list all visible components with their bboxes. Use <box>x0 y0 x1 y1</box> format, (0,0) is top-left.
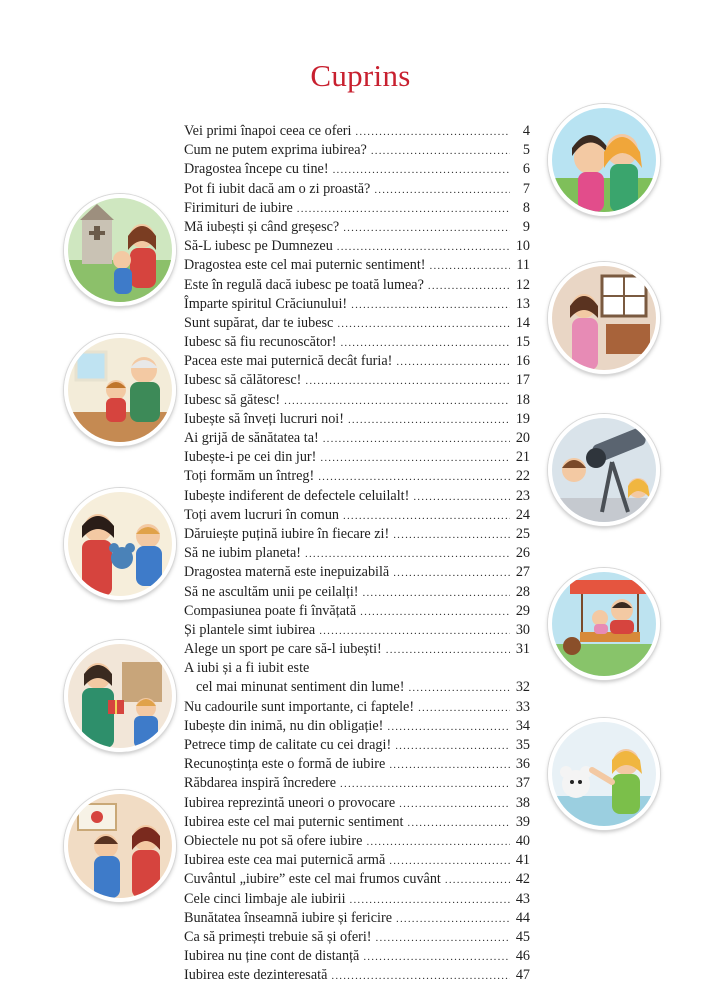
toc-entry-page: 16 <box>515 353 530 370</box>
toc-entry-page: 31 <box>515 641 530 658</box>
toc-entry-title: Dragostea începe cu tine! <box>184 161 329 178</box>
christmas-card-illustration-icon <box>64 790 176 902</box>
toc-entry-title: Petrece timp de calitate cu cei dragi! <box>184 737 392 753</box>
toc-leader-dots <box>348 411 510 430</box>
toc-entry <box>184 237 530 256</box>
toc-entry-page: 9 <box>522 218 530 235</box>
toc-leader-dots <box>387 718 510 737</box>
grandparent-children-illustration-icon <box>64 334 176 446</box>
toc-entry <box>184 371 530 390</box>
toc-leader-dots <box>395 737 510 756</box>
toc-entry <box>184 851 530 870</box>
toc-leader-dots <box>407 814 510 833</box>
toc-entry <box>184 774 530 793</box>
toc-entry-page: 5 <box>522 142 530 159</box>
toc-entry <box>184 448 530 467</box>
toc-entry <box>184 755 530 774</box>
toc-entry-title: Mă iubești și când greșesc? <box>184 218 340 235</box>
toc-entry <box>184 391 530 410</box>
toc-leader-dots <box>350 891 510 910</box>
toc-entry-title: Cele cinci limbaje ale iubirii <box>184 890 346 907</box>
toc-entry-page: 35 <box>515 737 530 753</box>
toc-entry-page: 8 <box>522 199 530 216</box>
toc-entry <box>184 678 530 697</box>
toc-entry-page: 19 <box>515 410 530 427</box>
toc-entry <box>184 295 530 314</box>
toc-entry-page: 27 <box>515 564 530 581</box>
toc-entry-page: 18 <box>515 391 530 408</box>
toc-entry-page: 37 <box>515 775 530 792</box>
toc-leader-dots <box>408 679 510 698</box>
toc-entry-page: 30 <box>515 621 530 638</box>
toc-entry-title: Iubirea este cea mai puternică armă <box>184 852 386 869</box>
toc-entry-page: 43 <box>515 890 530 907</box>
toc-entry-title: Vei primi înapoi ceea ce oferi <box>184 123 352 139</box>
toc-leader-dots <box>297 200 510 219</box>
toc-entry <box>184 544 530 563</box>
toc-entry-page: 26 <box>515 545 530 562</box>
church-family-illustration-icon <box>64 194 176 306</box>
toc-entry <box>184 276 530 295</box>
toc-entry-page: 41 <box>515 852 530 869</box>
table-of-contents <box>184 122 530 985</box>
toc-entry-title: Iubesc să călătoresc! <box>184 372 302 389</box>
toc-entry-title: Iubesc să gătesc! <box>184 391 281 408</box>
toc-entry <box>184 736 530 755</box>
toc-entry-page: 47 <box>515 967 530 984</box>
toc-entry-page: 14 <box>515 314 530 331</box>
toc-leader-dots <box>320 449 510 468</box>
toc-entry <box>184 141 530 160</box>
toc-leader-dots <box>284 392 510 411</box>
toc-leader-dots <box>389 756 510 775</box>
toc-leader-dots <box>389 852 510 871</box>
toc-entry-title: Bunătatea înseamnă iubire și fericire <box>184 909 392 926</box>
toc-entry-title: Ai grijă de sănătatea ta! <box>184 430 319 446</box>
swing-family-illustration-icon <box>548 568 660 680</box>
toc-leader-dots <box>351 296 510 315</box>
toc-entry <box>184 890 530 909</box>
toc-entry-page: 22 <box>515 468 530 485</box>
toc-leader-dots <box>430 257 511 276</box>
toc-leader-dots <box>318 468 510 487</box>
toc-entry-title: Și plantele simt iubirea <box>184 621 316 638</box>
gift-illustration-icon <box>64 640 176 752</box>
toc-entry <box>184 256 530 275</box>
toc-leader-dots <box>396 353 510 372</box>
toc-leader-dots <box>363 948 510 967</box>
toc-entry-title: Să-L iubesc pe Dumnezeu <box>184 238 333 255</box>
toc-entry <box>184 870 530 889</box>
toc-entry <box>184 640 530 659</box>
toc-entry-title: Răbdarea inspiră încredere <box>184 775 337 792</box>
toc-leader-dots <box>323 430 510 449</box>
toc-entry-page: 15 <box>515 334 530 351</box>
toc-leader-dots <box>418 699 510 718</box>
toc-leader-dots <box>376 929 510 948</box>
toc-entry <box>184 717 530 736</box>
toc-entry-page: 32 <box>515 679 530 696</box>
toc-entry-title: Ca să primești trebuie să și oferi! <box>184 928 372 945</box>
toc-entry-title: Cum ne putem exprima iubirea? <box>184 142 367 159</box>
toc-entry-page: 44 <box>515 909 530 926</box>
toc-entry-page: 29 <box>515 602 530 619</box>
toc-entry <box>184 966 530 985</box>
toc-entry <box>184 429 530 448</box>
toc-entry-title: A iubi și a fi iubit este <box>184 660 310 677</box>
toc-entry-title: Sunt supărat, dar te iubesc <box>184 314 334 331</box>
toc-leader-dots <box>374 181 510 200</box>
toc-entry <box>184 199 530 218</box>
toc-entry-title: Să ne iubim planeta! <box>184 545 302 562</box>
toc-entry-page: 6 <box>522 161 530 178</box>
toc-entry-title: Să ne ascultăm unii pe ceilalți! <box>184 583 359 600</box>
toc-entry-page: 11 <box>516 257 530 274</box>
toc-entry-page: 28 <box>515 583 530 600</box>
toc-entry-page: 42 <box>515 871 530 888</box>
toc-entry-title: Pot fi iubit dacă am o zi proastă? <box>184 180 371 197</box>
telescope-illustration-icon <box>548 414 660 526</box>
toc-leader-dots <box>340 334 510 353</box>
toc-entry-title: Iubirea reprezintă uneori o provocare <box>184 794 396 811</box>
toc-entry-title: Dragostea este cel mai puternic sentiment! <box>184 257 426 274</box>
toc-entry-title: Compasiunea poate fi învățată <box>184 602 357 619</box>
toc-entry <box>184 832 530 851</box>
toc-entry <box>184 928 530 947</box>
toc-entry-page: 25 <box>515 525 530 542</box>
toc-entry-title: Dăruiește puțină iubire în fiecare zi! <box>184 525 390 542</box>
toc-entry <box>184 314 530 333</box>
toc-entry-page: 33 <box>515 698 530 715</box>
toc-entry-title: Alege un sport pe care să-l iubești! <box>184 641 382 658</box>
toc-entry-title: Obiectele nu pot să ofere iubire <box>184 832 363 849</box>
toc-entry-page: 7 <box>522 180 530 197</box>
toc-entry-title: Toți avem lucruri în comun <box>184 506 340 523</box>
window-girl-illustration-icon <box>548 262 660 374</box>
toc-entry-page: 34 <box>515 717 530 734</box>
toc-entry <box>184 621 530 640</box>
toc-leader-dots <box>343 219 510 238</box>
toc-leader-dots <box>371 142 510 161</box>
toc-entry-title: Iubirea nu ține cont de distanță <box>184 948 360 965</box>
toc-entry <box>184 563 530 582</box>
toc-leader-dots <box>343 507 510 526</box>
toc-entry-title: Dragostea maternă este inepuizabilă <box>184 564 390 581</box>
toc-leader-dots <box>399 795 510 814</box>
toc-leader-dots <box>428 277 510 296</box>
toc-entry <box>184 410 530 429</box>
toc-entry-title: Iubește indiferent de defectele celuilalt! <box>184 487 410 504</box>
toc-entry-title: Iubește să înveți lucruri noi! <box>184 410 344 427</box>
toc-entry <box>184 698 530 717</box>
toc-entry-title: Firimituri de iubire <box>184 199 293 216</box>
toc-entry-title: Nu cadourile sunt importante, ci faptele! <box>184 698 415 715</box>
toc-entry-title: Iubirea este dezinteresată <box>184 967 328 984</box>
toc-entry-title: Iubește din inimă, nu din obligație! <box>184 717 384 734</box>
toc-entry-title: Este în regulă dacă iubesc pe toată lumea? <box>184 276 424 293</box>
toc-entry <box>184 909 530 928</box>
toc-leader-dots <box>333 161 510 180</box>
toc-entry <box>184 794 530 813</box>
toc-entry-title: Pacea este mai puternică decât furia! <box>184 353 393 370</box>
toc-leader-dots <box>331 967 510 986</box>
toc-leader-dots <box>305 372 510 391</box>
toc-entry-page: 36 <box>515 756 530 773</box>
toc-entry <box>184 180 530 199</box>
toc-entry-page: 4 <box>522 123 530 139</box>
toc-entry <box>184 525 530 544</box>
toc-entry <box>184 333 530 352</box>
toc-leader-dots <box>366 833 510 852</box>
toc-entry-title: Împarte spiritul Crăciunului! <box>184 295 348 312</box>
toc-entry-title: Iubirea este cel mai puternic sentiment <box>184 813 404 830</box>
toc-entry <box>184 467 530 486</box>
toc-entry <box>184 947 530 966</box>
page-title: Cuprins <box>310 58 411 93</box>
toc-entry-title: Toți formăm un întreg! <box>184 468 315 485</box>
toc-entry-title: cel mai minunat sentiment din lume! <box>196 679 405 696</box>
mother-daughter-illustration-icon <box>548 104 660 216</box>
toc-entry-page: 10 <box>515 238 530 255</box>
toc-entry-title: Iubesc să fiu recunoscător! <box>184 334 337 351</box>
toc-entry-title: Cuvântul „iubire” este cel mai frumos cuvânt <box>184 871 441 888</box>
toc-entry-page: 45 <box>515 928 530 945</box>
toc-leader-dots <box>393 526 510 545</box>
toc-entry <box>184 813 530 832</box>
toc-leader-dots <box>393 564 510 583</box>
toc-leader-dots <box>445 871 510 890</box>
toc-entry <box>184 659 530 678</box>
toc-entry-page: 40 <box>515 832 530 849</box>
toc-entry <box>184 122 530 141</box>
toc-leader-dots <box>386 641 510 660</box>
toc-entry-page: 24 <box>515 506 530 523</box>
toc-entry-page: 23 <box>515 487 530 504</box>
toc-entry-page: 21 <box>515 449 530 466</box>
toc-leader-dots <box>363 584 510 603</box>
teddy-toy-illustration-icon <box>548 718 660 830</box>
toc-entry-page: 20 <box>515 430 530 446</box>
teddy-bear-illustration-icon <box>64 488 176 600</box>
toc-leader-dots <box>340 775 510 794</box>
toc-entry <box>184 160 530 179</box>
toc-entry-page: 13 <box>515 295 530 312</box>
toc-entry <box>184 218 530 237</box>
toc-entry <box>184 602 530 621</box>
toc-entry-page: 46 <box>515 948 530 965</box>
toc-entry <box>184 583 530 602</box>
toc-entry-title: Recunoștința este o formă de iubire <box>184 756 386 773</box>
toc-leader-dots <box>319 622 510 641</box>
toc-leader-dots <box>413 488 510 507</box>
toc-entry-page: 39 <box>515 813 530 830</box>
toc-leader-dots <box>305 545 510 564</box>
toc-entry-page: 12 <box>515 276 530 293</box>
toc-entry-page: 38 <box>515 794 530 811</box>
toc-leader-dots <box>355 123 510 142</box>
toc-entry <box>184 487 530 506</box>
toc-entry-page: 17 <box>515 372 530 389</box>
toc-entry <box>184 506 530 525</box>
toc-leader-dots <box>337 315 510 334</box>
toc-entry <box>184 352 530 371</box>
toc-entry-title: Iubește-i pe cei din jur! <box>184 449 317 466</box>
toc-leader-dots <box>337 238 510 257</box>
toc-leader-dots <box>360 603 510 622</box>
toc-leader-dots <box>396 910 510 929</box>
